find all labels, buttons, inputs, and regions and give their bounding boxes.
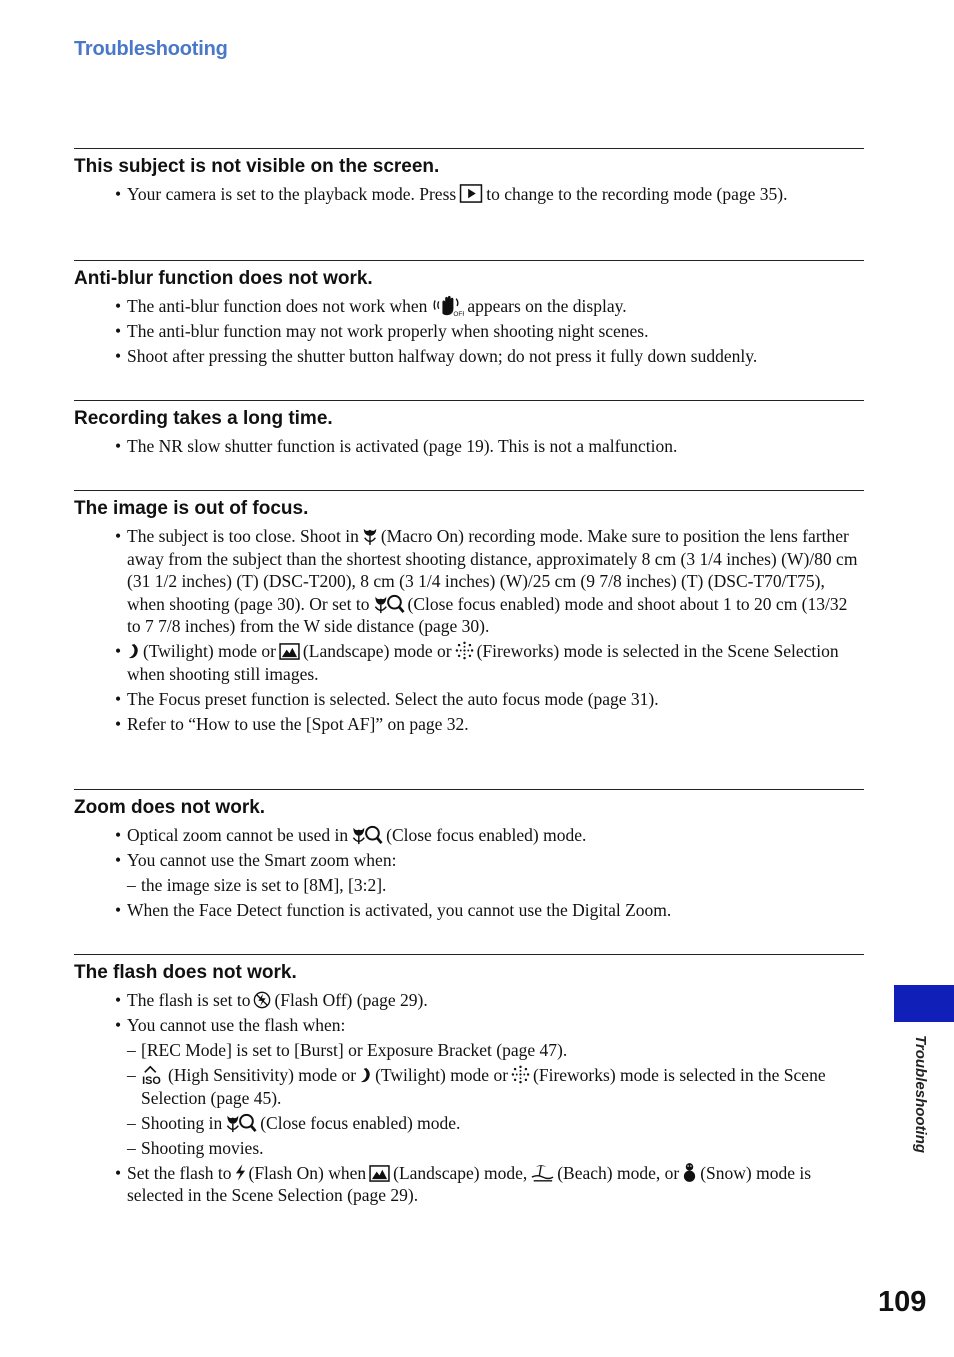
macro-flower-icon bbox=[362, 527, 378, 545]
anti-blur-off-icon bbox=[430, 295, 464, 317]
issue-heading: The image is out of focus. bbox=[74, 498, 309, 519]
flash-off-icon bbox=[253, 991, 271, 1009]
snowman-icon bbox=[682, 1162, 697, 1183]
list-item: • Set the flash to (Flash On) when (Landscape) mode, (Beach) mode, or (Snow) mode is selected in the Scene Selection (page 29). bbox=[74, 1162, 864, 1207]
page-number: 109 bbox=[878, 1286, 927, 1318]
issue-anti-blur bbox=[74, 260, 864, 370]
flash-on-icon bbox=[235, 1163, 246, 1182]
divider bbox=[74, 260, 864, 261]
list-item: • Shoot after pressing the shutter button halfway down; do not press it fully down suddenly. bbox=[74, 345, 864, 368]
sub-list-item: – Shooting in (Close focus enabled) mode. bbox=[74, 1112, 864, 1135]
list-item: • You cannot use the flash when: bbox=[74, 1014, 864, 1037]
divider bbox=[74, 148, 864, 149]
landscape-mountain-icon bbox=[279, 643, 300, 660]
close-focus-icon bbox=[225, 1113, 257, 1133]
issue-heading: The flash does not work. bbox=[74, 962, 297, 983]
sub-list-item: – (High Sensitivity) mode or (Twilight) mode or (Fireworks) mode is selected in the Scene Selection (page 45). bbox=[74, 1064, 864, 1109]
sub-list-item: – Shooting movies. bbox=[74, 1137, 864, 1160]
list-item: • The Focus preset function is selected. Select the auto focus mode (page 31). bbox=[74, 688, 864, 711]
list-item: • Refer to “How to use the [Spot AF]” on page 32. bbox=[74, 713, 864, 736]
issue-zoom bbox=[74, 789, 864, 924]
twilight-moon-icon bbox=[359, 1067, 372, 1084]
twilight-moon-icon bbox=[127, 643, 140, 660]
list-item: • The anti-blur function does not work when appears on the display. bbox=[74, 295, 864, 318]
fireworks-icon bbox=[455, 641, 474, 660]
sub-list-item: – the image size is set to [8M], [3:2]. bbox=[74, 874, 864, 897]
fireworks-icon bbox=[511, 1065, 530, 1084]
list-item: • The anti-blur function may not work properly when shooting night scenes. bbox=[74, 320, 864, 343]
sub-list-item: – [REC Mode] is set to [Burst] or Exposure Bracket (page 47). bbox=[74, 1039, 864, 1062]
list-item: • The flash is set to (Flash Off) (page 29). bbox=[74, 989, 864, 1012]
divider bbox=[74, 400, 864, 401]
list-item: • When the Face Detect function is activated, you cannot use the Digital Zoom. bbox=[74, 899, 864, 922]
list-item: • You cannot use the Smart zoom when: bbox=[74, 849, 864, 872]
high-sensitivity-iso-icon bbox=[141, 1065, 165, 1085]
issue-heading: Zoom does not work. bbox=[74, 797, 266, 818]
list-item: • The subject is too close. Shoot in (Macro On) recording mode. Make sure to position the lens farther away from the subject than the shortest shooting distance, approximately 8 cm (3 1/4 inches) (W)/80 cm (31 1/2 inches) (T) (DSC-T200), 8 cm (3 1/4 inches) (W)/25 cm (9 7/8 inches) (T) (DSC-T70/T75), when shooting (page 30). Or set to (Close focus enabled) mode and shoot about 1 to 20 cm (13/32 to 7 7/8 inches) from the W side distance (page 30). bbox=[74, 525, 864, 638]
list-item: • The NR slow shutter function is activated (page 19). This is not a malfunction. bbox=[74, 435, 864, 458]
issue-heading: Recording takes a long time. bbox=[74, 408, 333, 429]
landscape-mountain-icon bbox=[369, 1165, 390, 1182]
divider bbox=[74, 954, 864, 955]
playback-button-icon bbox=[459, 184, 483, 203]
list-item: • (Twilight) mode or (Landscape) mode or (Fireworks) mode is selected in the Scene Selection when shooting still images. bbox=[74, 640, 864, 685]
close-focus-icon bbox=[351, 825, 383, 845]
issue-recording-long bbox=[74, 400, 864, 460]
issue-not-visible bbox=[74, 148, 864, 208]
issue-heading: This subject is not visible on the screen. bbox=[74, 156, 440, 177]
chapter-tab bbox=[894, 985, 954, 1022]
close-focus-icon bbox=[373, 594, 405, 614]
issue-out-of-focus bbox=[74, 490, 864, 738]
divider bbox=[74, 789, 864, 790]
list-item: • Your camera is set to the playback mode. Press to change to the recording mode (page 35). bbox=[74, 183, 864, 206]
list-item: • Optical zoom cannot be used in (Close focus enabled) mode. bbox=[74, 824, 864, 847]
beach-icon bbox=[530, 1163, 554, 1182]
issue-heading: Anti-blur function does not work. bbox=[74, 268, 373, 289]
section-header: Troubleshooting bbox=[74, 38, 228, 60]
divider bbox=[74, 490, 864, 491]
issue-flash bbox=[74, 954, 864, 1209]
chapter-tab-label: Troubleshooting bbox=[912, 1035, 929, 1154]
